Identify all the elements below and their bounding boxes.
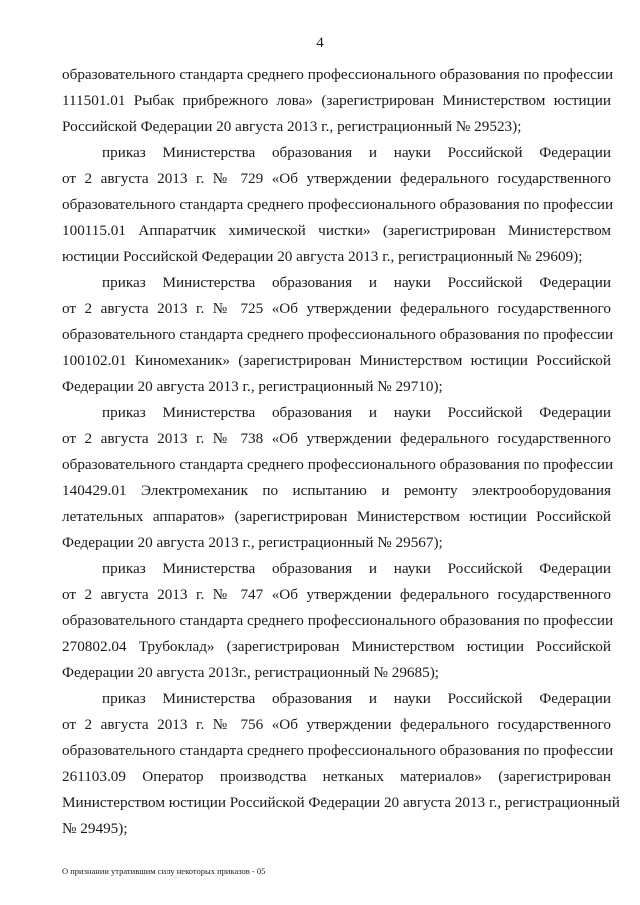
text-line: образовательного стандарта среднего профессионального образования по профессии bbox=[62, 66, 614, 83]
text-line: приказ Министерства образования и науки Российской Федерации bbox=[102, 404, 611, 421]
paragraph bbox=[62, 62, 614, 140]
text-line: образовательного стандарта среднего профессионального образования по профессии bbox=[62, 456, 614, 473]
text-line: 270802.04 Трубоклад» (зарегистрирован Министерством юстиции Российской bbox=[62, 638, 611, 655]
text-line: образовательного стандарта среднего профессионального образования по профессии bbox=[62, 196, 614, 213]
text-line: 100102.01 Киномеханик» (зарегистрирован Министерством юстиции Российской bbox=[62, 352, 611, 369]
paragraph bbox=[62, 400, 614, 556]
footer-note: О признании утратившим силу некоторых приказов - 05 bbox=[62, 866, 266, 876]
text-line: образовательного стандарта среднего профессионального образования по профессии bbox=[62, 612, 614, 629]
text-line: Российской Федерации 20 августа 2013 г., регистрационный № 29523); bbox=[62, 118, 522, 135]
text-line: летательных аппаратов» (зарегистрирован Министерством юстиции Российской bbox=[62, 508, 611, 525]
text-line: 100115.01 Аппаратчик химической чистки» (зарегистрирован Министерством bbox=[62, 222, 611, 239]
text-line: от 2 августа 2013 г. № 738 «Об утверждении федерального государственного bbox=[62, 430, 611, 447]
text-line: приказ Министерства образования и науки Российской Федерации bbox=[102, 560, 611, 577]
text-line: образовательного стандарта среднего профессионального образования по профессии bbox=[62, 742, 614, 759]
paragraph bbox=[62, 270, 614, 400]
text-line: 111501.01 Рыбак прибрежного лова» (зарегистрирован Министерством юстиции bbox=[62, 92, 611, 109]
paragraph bbox=[62, 556, 614, 686]
text-line: 140429.01 Электромеханик по испытанию и ремонту электрооборудования bbox=[62, 482, 611, 499]
text-line: Федерации 20 августа 2013 г., регистрационный № 29567); bbox=[62, 534, 443, 551]
text-line: приказ Министерства образования и науки Российской Федерации bbox=[102, 144, 611, 161]
paragraph bbox=[62, 686, 620, 842]
text-line: образовательного стандарта среднего профессионального образования по профессии bbox=[62, 326, 614, 343]
text-line: приказ Министерства образования и науки Российской Федерации bbox=[102, 274, 611, 291]
page-number: 4 bbox=[316, 35, 324, 51]
document-body bbox=[62, 62, 620, 842]
text-line: от 2 августа 2013 г. № 729 «Об утверждении федерального государственного bbox=[62, 170, 611, 187]
text-line: приказ Министерства образования и науки Российской Федерации bbox=[102, 690, 611, 707]
text-line: Министерством юстиции Российской Федерации 20 августа 2013 г., регистрационный bbox=[62, 794, 620, 811]
text-line: Федерации 20 августа 2013г., регистрационный № 29685); bbox=[62, 664, 439, 681]
text-line: от 2 августа 2013 г. № 756 «Об утверждении федерального государственного bbox=[62, 716, 611, 733]
paragraph bbox=[62, 140, 614, 270]
text-line: Федерации 20 августа 2013 г., регистрационный № 29710); bbox=[62, 378, 443, 395]
text-line: 261103.09 Оператор производства нетканых материалов» (зарегистрирован bbox=[62, 768, 611, 785]
text-line: от 2 августа 2013 г. № 725 «Об утверждении федерального государственного bbox=[62, 300, 611, 317]
text-line: юстиции Российской Федерации 20 августа 2013 г., регистрационный № 29609); bbox=[62, 248, 583, 265]
text-line: от 2 августа 2013 г. № 747 «Об утверждении федерального государственного bbox=[62, 586, 611, 603]
text-line: № 29495); bbox=[62, 820, 128, 837]
